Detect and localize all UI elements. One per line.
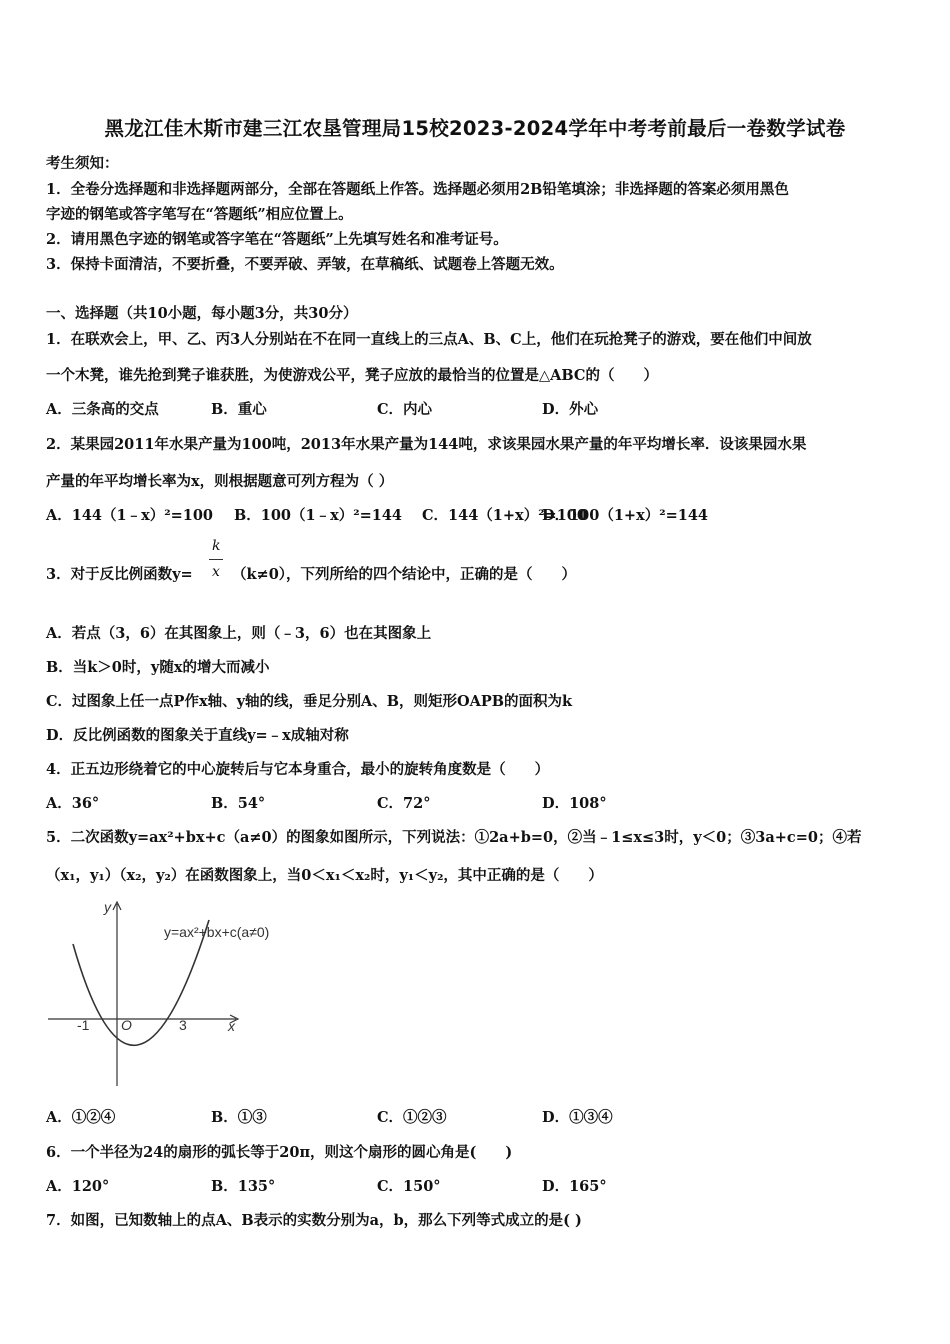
q1-stem-line2: 一个木凳，谁先抢到凳子谁获胜，为使游戏公平，凳子应放的最恰当的位置是△ABC的（ ）	[46, 367, 658, 384]
q3-option-b: B．当k＞0时，y随x的增大而减小	[46, 659, 270, 676]
q5-option-c: C．①②③	[377, 1109, 447, 1126]
root-left-label: -1	[77, 1017, 90, 1033]
x-axis-label: x	[228, 1018, 235, 1034]
q6-option-a: A．120°	[46, 1178, 110, 1195]
notice-item-2: 2．请用黑色字迹的钢笔或答字笔在“答题纸”上先填写姓名和准考证号。	[46, 231, 508, 248]
q2-option-a: A．144（1﹣x）²=100	[46, 507, 214, 524]
notice-item-1-cont: 字迹的钢笔或答字笔写在“答题纸”相应位置上。	[46, 206, 353, 223]
q3-fraction-numerator: k	[212, 538, 221, 554]
q3-stem-suffix: （k≠0），下列所给的四个结论中，正确的是（ ）	[232, 566, 577, 583]
q1-option-a: A．三条高的交点	[46, 401, 159, 418]
q4-option-c: C．72°	[377, 795, 431, 812]
origin-label: O	[121, 1017, 132, 1033]
root-right-label: 3	[179, 1017, 187, 1033]
q4-option-b: B．54°	[211, 795, 266, 812]
q1-stem-line1: 1．在联欢会上，甲、乙、丙3人分别站在不在同一直线上的三点A、B、C上，他们在玩抢凳子的游戏，要在他们中间放	[46, 331, 812, 348]
equation-label: y=ax²+bx+c(a≠0)	[164, 924, 270, 940]
q2-option-d: D．100（1+x）²=144	[542, 507, 708, 524]
q5-option-b: B．①③	[211, 1109, 267, 1126]
q5-stem-line1: 5．二次函数y=ax²+bx+c（a≠0）的图象如图所示，下列说法：①2a+b=0，②当﹣1≤x≤3时，y＜0；③3a+c=0；④若	[46, 829, 862, 846]
q5-option-a: A．①②④	[46, 1109, 116, 1126]
q7-stem: 7．如图，已知数轴上的点A、B表示的实数分别为a，b，那么下列等式成立的是( )	[46, 1212, 582, 1229]
q2-option-b: B．100（1﹣x）²=144	[234, 507, 403, 524]
q2-stem-line2: 产量的年平均增长率为x，则根据题意可列方程为（ ）	[46, 473, 394, 490]
q2-option-c: C．144（1+x）²=100	[422, 507, 587, 524]
q4-option-a: A．36°	[46, 795, 100, 812]
y-axis-label: y	[104, 899, 111, 915]
section-heading: 一、选择题（共10小题，每小题3分，共30分）	[46, 305, 358, 322]
q3-fraction-bar	[209, 559, 223, 560]
q6-stem: 6．一个半径为24的扇形的弧长等于20π，则这个扇形的圆心角是( )	[46, 1144, 513, 1161]
q3-option-c: C．过图象上任一点P作x轴、y轴的线，垂足分别A、B，则矩形OAPB的面积为k	[46, 693, 573, 710]
q3-stem-prefix: 3．对于反比例函数y=	[46, 566, 193, 583]
q2-stem-line1: 2．某果园2011年水果产量为100吨，2013年水果产量为144吨，求该果园水果产量的年平均增长率．设该果园水果	[46, 436, 807, 453]
q3-option-a: A．若点（3，6）在其图象上，则（﹣3，6）也在其图象上	[46, 625, 432, 642]
q1-option-c: C．内心	[377, 401, 433, 418]
q3-fraction-denominator: x	[212, 564, 220, 580]
parabola-graph	[44, 898, 294, 1093]
q6-option-b: B．135°	[211, 1178, 276, 1195]
page-title: 黑龙江佳木斯市建三江农垦管理局15校2023-2024学年中考考前最后一卷数学试卷	[104, 117, 846, 140]
q1-option-d: D．外心	[542, 401, 599, 418]
notice-item-3: 3．保持卡面清洁，不要折叠，不要弄破、弄皱，在草稿纸、试题卷上答题无效。	[46, 256, 564, 273]
notice-heading: 考生须知：	[46, 155, 119, 172]
notice-item-1: 1．全卷分选择题和非选择题两部分，全部在答题纸上作答。选择题必须用2B铅笔填涂；非选择题的答案必须用黑色	[46, 181, 789, 198]
q5-stem-line2: （x₁，y₁）（x₂，y₂）在函数图象上，当0＜x₁＜x₂时，y₁＜y₂，其中正确的是（ ）	[46, 867, 603, 884]
q4-option-d: D．108°	[542, 795, 607, 812]
q6-option-d: D．165°	[542, 1178, 607, 1195]
q5-option-d: D．①③④	[542, 1109, 613, 1126]
q6-option-c: C．150°	[377, 1178, 441, 1195]
q3-option-d: D．反比例函数的图象关于直线y=﹣x成轴对称	[46, 727, 349, 744]
q4-stem: 4．正五边形绕着它的中心旋转后与它本身重合，最小的旋转角度数是（ ）	[46, 761, 550, 778]
q1-option-b: B．重心	[211, 401, 267, 418]
